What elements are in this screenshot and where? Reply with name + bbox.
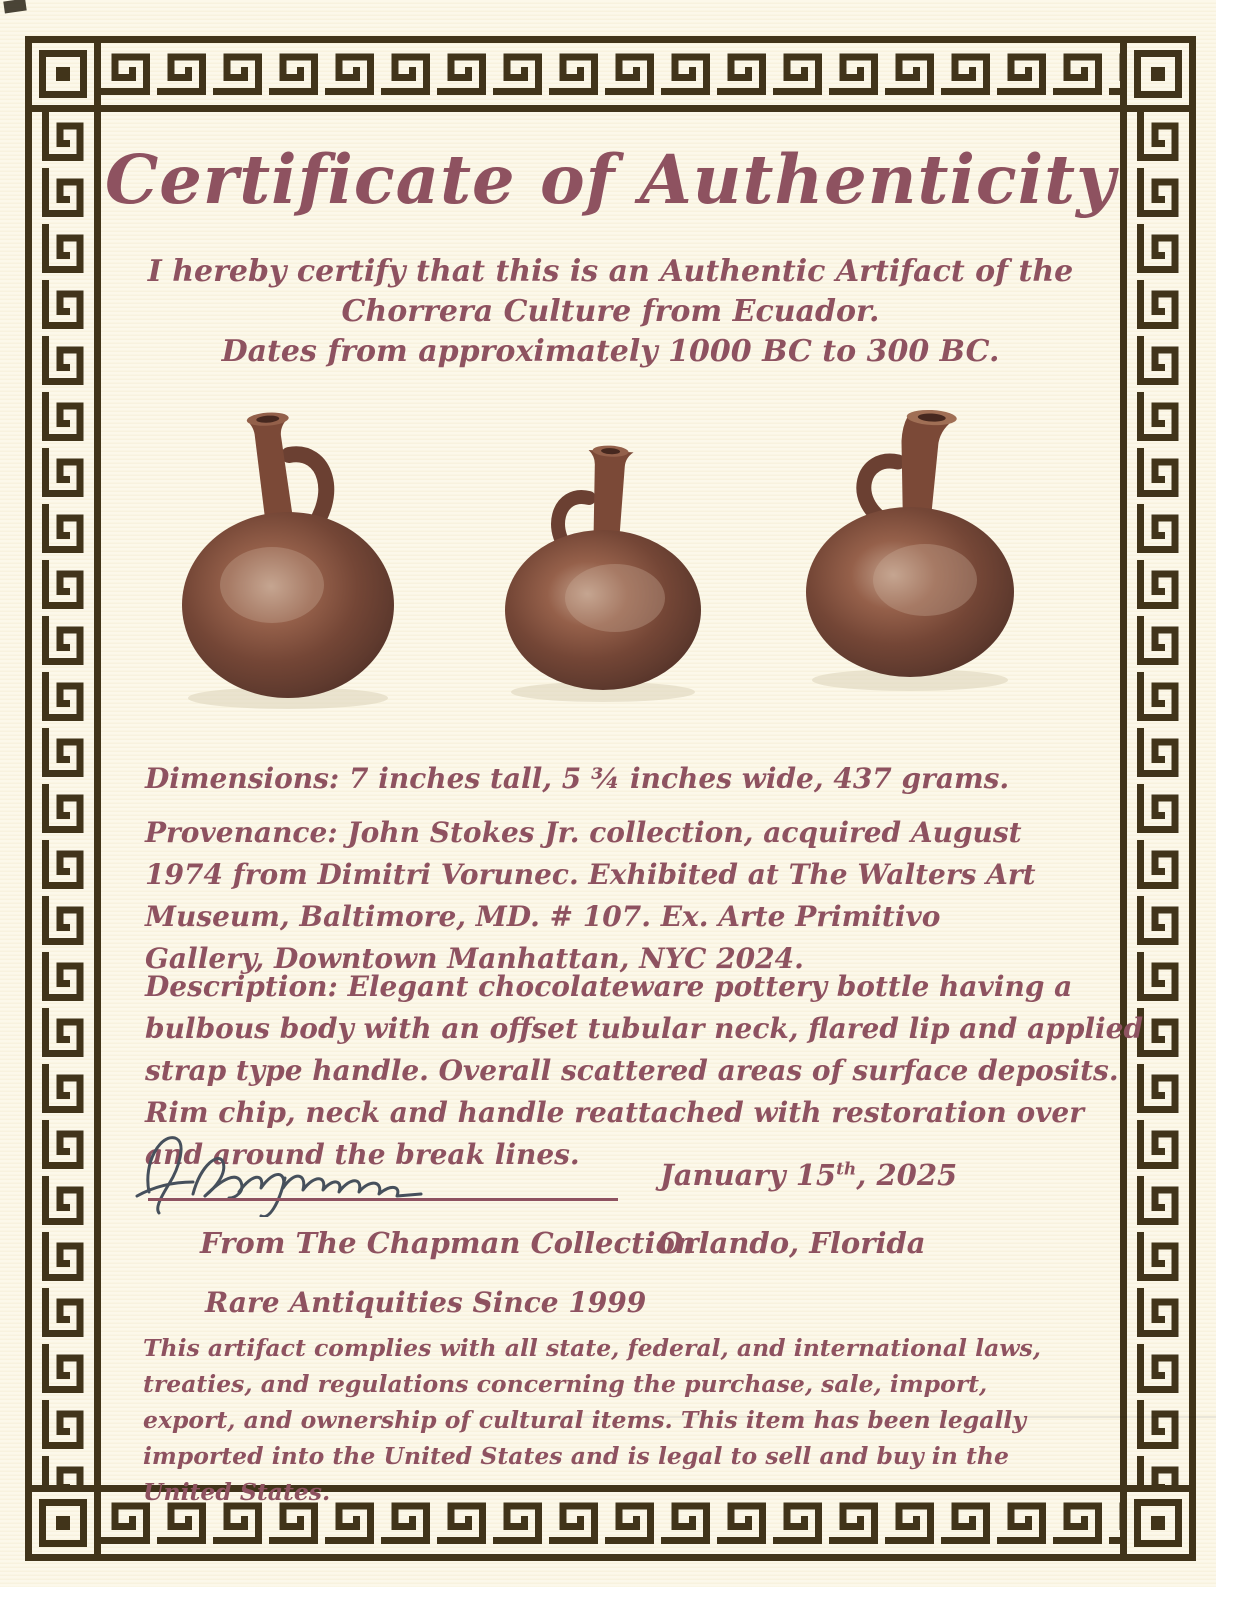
signature-line: [148, 1198, 618, 1201]
certification-statement: [101, 252, 1120, 372]
dimensions-paragraph: [145, 758, 1105, 800]
scan-edge-right: [1216, 0, 1236, 1600]
description-label: Description:: [145, 970, 338, 1003]
statement-line-1: I hereby certify that this is an Authentic Artifact of the: [147, 254, 1074, 289]
scan-artifact-line: [548, 1416, 1236, 1418]
tagline: Rare Antiquities Since 1999: [205, 1286, 647, 1319]
date-superscript: th: [836, 1159, 857, 1180]
date-main: January 15: [660, 1158, 837, 1192]
date-rest: , 2025: [856, 1158, 958, 1192]
scan-edge-bottom: [0, 1587, 1236, 1600]
certificate-title: Certificate of Authenticity: [104, 140, 1117, 219]
collection-line: From The Chapman Collection: [200, 1226, 696, 1260]
statement-line-3: Dates from approximately 1000 BC to 300 BC.: [221, 334, 1000, 369]
signature: [135, 1112, 615, 1217]
pottery-photo-center: [505, 445, 701, 702]
provenance-text: John Stokes Jr. collection, acquired August 1974 from Dimitri Vorunec. Exhibited at The Walters Art Museum, Baltimore, MD. # 107. Ex. Arte Primitivo Gallery, Downtown Manhattan, NYC 2024.: [145, 816, 1036, 975]
pottery-photo-left: [182, 411, 394, 709]
legal-paragraph: This artifact complies with all state, federal, and international laws, treaties, and regulations concerning the purchase, sale, import, export, and ownership of cultural items. This item has been legally imported into the United States and is legal to sell and buy in the United States.: [143, 1334, 1041, 1506]
dimensions-text: 7 inches tall, 5 ¾ inches wide, 437 grams.: [339, 762, 1010, 795]
statement-line-2: Chorrera Culture from Ecuador.: [341, 294, 880, 329]
certificate-date: [660, 1158, 957, 1192]
provenance-label: Provenance:: [145, 816, 338, 849]
artifact-photos: [140, 380, 1110, 740]
provenance-paragraph: [145, 812, 1065, 980]
pottery-photo-right: [806, 409, 1014, 691]
dimensions-label: Dimensions:: [145, 762, 340, 795]
location-line: Orlando, Florida: [658, 1226, 926, 1260]
description-text: Elegant chocolateware pottery bottle having a bulbous body with an offset tubular neck, flared lip and applied strap type handle. Overall scattered areas of surface deposits. Rim chip, neck and handle reattached with restoration over and around the break lines.: [145, 970, 1144, 1171]
